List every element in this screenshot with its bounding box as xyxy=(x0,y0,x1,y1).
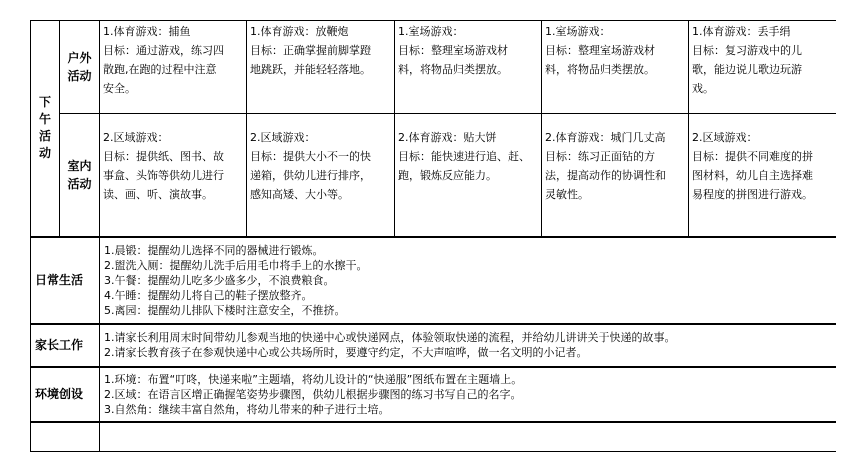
environment-label: 环境创设 xyxy=(31,367,100,422)
outdoor-row xyxy=(31,21,837,114)
list-item: 5.离园：提醒幼儿排队下楼时注意安全，不推挤。 xyxy=(104,303,346,317)
environment-row xyxy=(31,367,837,422)
outdoor-cell-3: 1.室场游戏： 目标：整理室场游戏材 料，将物品归类摆放。 xyxy=(395,21,542,114)
indoor-cell-4: 2.体育游戏：城门几丈高 目标：练习正面钻的方 法，提高动作的协调性和 灵敏性。 xyxy=(542,114,689,237)
indoor-cell-2: 2.区域游戏： 目标：提供大小不一的快 递箱，供幼儿进行排序， 感知高矮、大小等。 xyxy=(247,114,395,237)
weekly-plan-table xyxy=(30,20,836,452)
indoor-cell-3: 2.体育游戏：贴大饼 目标：能快速进行追、赶、 跑，锻炼反应能力。 xyxy=(395,114,542,237)
next-row-content-cell xyxy=(100,422,837,452)
list-item: 2.盥洗入厕：提醒幼儿洗手后用毛巾将手上的水擦干。 xyxy=(104,258,368,272)
indoor-label: 室内 活动 xyxy=(60,114,100,237)
indoor-row xyxy=(31,114,837,237)
list-item: 3.午餐：提醒幼儿吃多少盛多少，不浪费粮食。 xyxy=(104,273,335,287)
outdoor-cell-4: 1.室场游戏： 目标：整理室场游戏材 料，将物品归类摆放。 xyxy=(542,21,689,114)
list-item: 1.请家长利用周末时间带幼儿参观当地的快递中心或快递网点，体验领取快递的流程，并给幼儿讲讲关于快递的故事。 xyxy=(104,331,676,344)
outdoor-cell-1: 1.体育游戏：捕鱼 目标：通过游戏，练习四 散跑,在跑的过程中注意 安全。 xyxy=(100,21,247,114)
list-item: 2.请家长教育孩子在参观快递中心或公共场所时，要遵守约定，不大声喧哗，做一名文明的小记者。 xyxy=(104,346,588,359)
plan-table-container xyxy=(30,20,836,457)
list-item: 3.自然角：继续丰富自然角，将幼儿带来的种子进行土培。 xyxy=(104,402,390,416)
next-row-partial xyxy=(31,422,837,452)
environment-content xyxy=(100,367,837,422)
list-item: 2.区域：在语言区增正确握笔姿势步骤图，供幼儿根据步骤图的练习书写自己的名字。 xyxy=(104,387,522,401)
next-row-label-cell xyxy=(31,422,100,452)
daily-life-row xyxy=(31,237,837,324)
outdoor-cell-2: 1.体育游戏：放鞭炮 目标：正确掌握前脚掌蹬 地跳跃，并能轻轻落地。 xyxy=(247,21,395,114)
list-item: 4.午睡：提醒幼儿将自己的鞋子摆放整齐。 xyxy=(104,288,313,302)
parent-work-row xyxy=(31,324,837,367)
indoor-cell-5: 2.区域游戏： 目标：提供不同难度的拼 图材料，幼儿自主选择难 易程度的拼图进行游戏。 xyxy=(689,114,837,237)
list-item: 1.晨锻：提醒幼儿选择不同的器械进行锻炼。 xyxy=(104,243,324,257)
parent-work-content xyxy=(100,324,837,367)
daily-life-label: 日常生活 xyxy=(31,237,100,324)
outdoor-label: 户外 活动 xyxy=(60,21,100,114)
daily-life-content xyxy=(100,237,837,324)
list-item: 1.环境：布置“叮咚，快递来啦”主题墙，将幼儿设计的“快递服”图纸布置在主题墙上。 xyxy=(104,372,523,386)
indoor-cell-1: 2.区域游戏： 目标：提供纸、图书、故 事盒、头饰等供幼儿进行 读、画、听、演故事。 xyxy=(100,114,247,237)
outdoor-cell-5: 1.体育游戏：丢手绢 目标：复习游戏中的儿 歌，能边说儿歌边玩游 戏。 xyxy=(689,21,837,114)
parent-work-label: 家长工作 xyxy=(31,324,100,367)
afternoon-label: 下 午 活 动 xyxy=(31,21,60,237)
